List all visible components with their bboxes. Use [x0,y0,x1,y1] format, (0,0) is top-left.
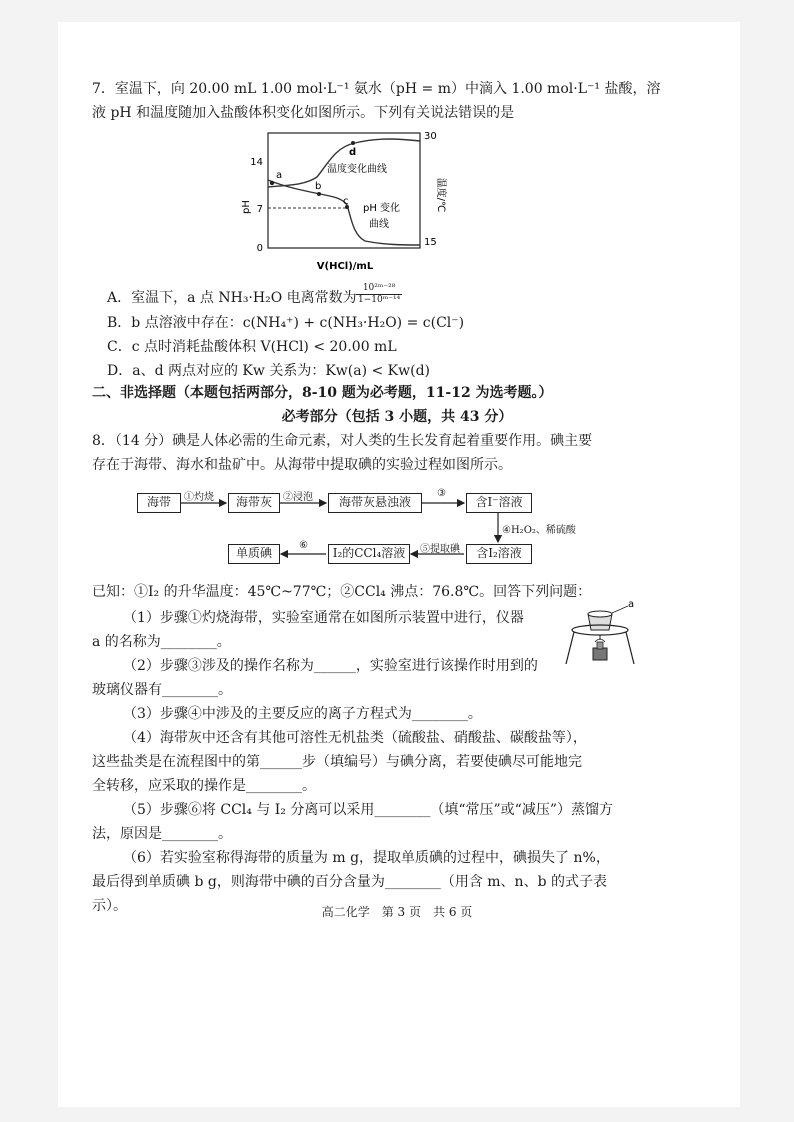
q7-stem-line1: 7．室温下，向 20.00 mL 1.00 mol·L⁻¹ 氨水（pH = m）中滴入 1.00 mol·L⁻¹ 盐酸，溶 [92,81,661,97]
x-label: V(HCl)/mL [316,261,374,272]
tick-0: 0 [256,243,263,254]
flow-step3-label: ③ [437,488,446,499]
q8-sub2-line2: 玻璃仪器有________。 [92,682,232,698]
q8-sub6-line1: （6）若实验室称得海带的质量为 m g，提取单质碘的过程中，碘损失了 n%， [123,850,610,866]
flow-step6-label: ⑥ [299,540,308,551]
q8-sub6-line3: 示）。 [92,898,127,914]
y-left-label: pH [241,200,252,214]
flow-box-kelp-ash: 海带灰 [228,493,280,513]
tick-30: 30 [424,131,437,142]
flow-box-iodide-solution: 含I⁻溶液 [466,493,532,513]
flow-box-iodine-solution: 含I₂溶液 [466,544,532,564]
q8-sub1-line2: a 的名称为________。 [92,634,231,650]
flow-step5-label: ⑤提取碘 [420,544,460,555]
section2-heading: 二、非选择题（本题包括两部分，8-10 题为必考题，11-12 为选考题。） [92,385,553,401]
flow-step2-label: ②浸泡 [283,492,313,503]
q8-intro-line1: 8．（14 分）碘是人体必需的生命元素，对人类的生长发育起着重要作用。碘主要 [92,433,593,449]
point-a-label: a [276,170,283,181]
flow-box-suspension: 海带灰悬浊液 [328,493,422,513]
tick-7: 7 [256,204,263,215]
flow-step4-label: ④H₂O₂、稀硫酸 [502,525,576,536]
q8-sub6-line2: 最后得到单质碘 b g，则海带中碘的百分含量为________（用含 m、n、b 的式子表 [92,874,607,890]
fraction-denominator: 1−10ᵐ⁻¹⁴ [358,295,401,305]
flow-box-iodine-ccl4: I₂的CCl₄溶液 [328,544,410,564]
q7-option-c: C．c 点时消耗盐酸体积 V(HCl) < 20.00 mL [107,339,397,355]
flow-step1-label: ①灼烧 [184,492,214,503]
ph-curve-label-1: pH 变化 [363,203,401,214]
q8-sub4-line1: （4）海带灰中还含有其他可溶性无机盐类（硫酸盐、硝酸盐、碳酸盐等）， [123,730,587,746]
apparatus-figure [560,600,640,670]
q8-sub5-line1: （5）步骤⑥将 CCl₄ 与 I₂ 分离可以采用________（填“常压”或“减压”）蒸馏方 [123,802,613,818]
apparatus-label-a: a [628,600,635,610]
point-c-label: c [343,196,349,207]
q8-sub1-line1: （1）步骤①灼烧海带，实验室通常在如图所示装置中进行，仪器 [123,610,524,626]
q8-known-conditions: 已知：①I₂ 的升华温度：45℃~77℃；②CCl₄ 沸点：76.8℃。回答下列问题： [92,584,592,600]
point-b-label: b [315,181,322,192]
fraction-numerator: 10²ᵐ⁻²⁸ [356,283,402,295]
q8-sub5-line2: 法，原因是________。 [92,826,232,842]
tick-15: 15 [424,237,437,248]
temperature-curve-label: 温度变化曲线 [327,164,387,175]
q8-sub3: （3）步骤④中涉及的主要反应的离子方程式为________。 [123,706,482,722]
q7-option-d: D．a、d 两点对应的 Kw 关系为：Kw(a) < Kw(d) [107,363,430,379]
tick-14: 14 [250,157,263,168]
ph-curve-label-2: 曲线 [369,219,389,230]
page-footer: 高二化学 第 3 页 共 6 页 [321,905,473,919]
q7-option-a: A．室温下，a 点 NH₃·H₂O 电离常数为 [107,290,357,306]
y-right-label: 温度/℃ [435,177,446,213]
flow-box-elemental-iodine: 单质碘 [228,544,280,564]
q8-intro-line2: 存在于海带、海水和盐矿中。从海带中提取碘的实验过程如图所示。 [92,457,512,473]
burner-icon [593,648,607,660]
q8-sub2-line1: （2）步骤③涉及的操作名称为______，实验室进行该操作时用到的 [123,658,538,674]
flow-box-kelp: 海带 [137,493,181,513]
q8-sub4-line3: 全转移，应采取的操作是________。 [92,778,316,794]
q7-option-b: B．b 点溶液中存在：c(NH₄⁺) + c(NH₃·H₂O) = c(Cl⁻) [107,315,465,331]
section2-subheading: 必考部分（包括 3 小题，共 43 分） [281,409,513,425]
q7-stem-line2: 液 pH 和温度随加入盐酸体积变化如图所示。下列有关说法错误的是 [92,105,515,121]
point-d-label: d [349,147,357,158]
q8-sub4-line2: 这些盐类是在流程图中的第______步（填编号）与碘分离，若要使碘尽可能地完 [92,754,582,770]
